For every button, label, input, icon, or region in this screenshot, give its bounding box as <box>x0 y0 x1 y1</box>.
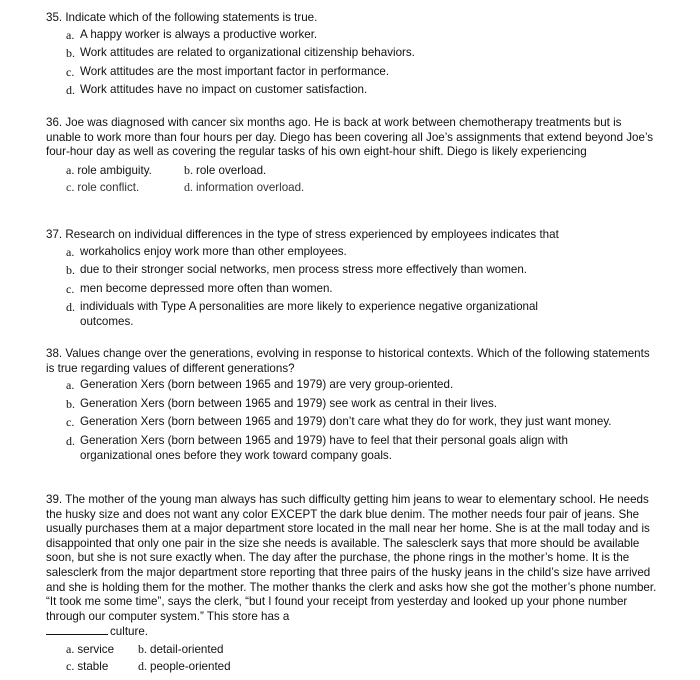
question-stem: 37. Research on individual differences in the type of stress experienced by employees indicates that <box>46 228 559 241</box>
option-text: men become depressed more often than women. <box>80 281 333 295</box>
question-36 <box>46 116 658 197</box>
question-stem: 39. The mother of the young man always has such difficulty getting him jeans to wear to elementary school. He needs the husky size and does not want any color EXCEPT the dark blue denim. The mother needs four pair of jeans. She usually purchases them at a major department store located in the mall near her home. She is at the mall today and is disappointed that only one pair in the size she needs is available. The salesclerk says that more should be available soon, but she is not sure exactly when. The day after the purchase, the phone rings in the mother’s home. It is the salesclerk from the major department store reporting that three pairs of the husky jeans in the child’s size have arrived and she is holding them for the mother. The mother thanks the clerk and asks how she got the mother’s phone number. “It took me some time”, says the clerk, “but I found your receipt from yesterday and looked up your phone number through our computer system.” This store has a <box>46 493 657 623</box>
option-a <box>46 28 658 43</box>
option-text: Generation Xers (born between 1965 and 1979) are very group-oriented. <box>80 378 454 392</box>
option-text: Generation Xers (born between 1965 and 1979) don’t care what they do for work, they just want money. <box>80 415 612 429</box>
option-letter: c. <box>66 64 75 79</box>
question-35 <box>46 11 658 98</box>
question-stem: 35. Indicate which of the following statements is true. <box>46 11 318 24</box>
option-text: stable <box>77 659 109 673</box>
option-letter: b. <box>66 263 75 278</box>
option-d <box>46 83 658 98</box>
options-row-2 <box>46 180 658 197</box>
option-letter: c. <box>66 415 75 430</box>
option-text: Work attitudes are related to organizational citizenship behaviors. <box>80 46 415 60</box>
option-letter: b. <box>66 396 75 411</box>
option-c <box>46 65 658 80</box>
option-text: Generation Xers (born between 1965 and 1979) have to feel that their personal goals align with organizational ones before they work toward company goals. <box>80 433 568 462</box>
option-a <box>66 642 114 658</box>
option-letter: c. <box>66 179 75 194</box>
option-text: people-oriented <box>150 659 231 673</box>
option-text: A happy worker is always a productive worker. <box>80 27 318 41</box>
option-a <box>66 163 152 179</box>
option-text: Work attitudes have no impact on customer satisfaction. <box>80 83 368 97</box>
question-39 <box>46 493 658 676</box>
option-letter: d. <box>66 300 75 315</box>
option-b <box>46 46 658 61</box>
option-text: role conflict. <box>77 180 140 194</box>
option-c <box>66 659 108 675</box>
option-d <box>46 300 580 329</box>
option-b <box>46 397 658 412</box>
option-c <box>46 415 620 430</box>
option-a <box>46 245 658 260</box>
options-row-2 <box>46 659 658 676</box>
option-text: information overload. <box>196 180 305 194</box>
option-d <box>138 659 231 675</box>
option-letter: d. <box>66 433 75 448</box>
answer-blank <box>46 624 108 635</box>
option-letter: a. <box>66 162 75 177</box>
option-letter: a. <box>66 244 75 259</box>
question-38 <box>46 347 658 463</box>
option-text: individuals with Type A personalities are more likely to experience negative organizational outcomes. <box>80 300 539 328</box>
option-letter: c. <box>66 658 75 673</box>
stem-end: culture. <box>110 625 149 639</box>
options-row-1 <box>46 163 658 180</box>
option-letter: a. <box>66 641 75 656</box>
option-letter: a. <box>66 378 75 393</box>
option-text: Generation Xers (born between 1965 and 1979) see work as central in their lives. <box>80 396 497 410</box>
option-letter: d. <box>138 658 147 673</box>
option-letter: d. <box>66 83 75 98</box>
fill-in-line <box>46 624 658 640</box>
option-c <box>46 282 658 297</box>
option-b <box>138 642 223 658</box>
option-text: role ambiguity. <box>77 163 152 177</box>
option-letter: b. <box>138 641 147 656</box>
option-b <box>46 263 658 278</box>
option-a <box>46 378 658 393</box>
option-letter: d. <box>184 179 193 194</box>
option-letter: c. <box>66 281 75 296</box>
option-b <box>184 163 266 179</box>
option-text: service <box>77 642 115 656</box>
question-stem: 38. Values change over the generations, evolving in response to historical contexts. Which of the following statements is true regarding values of different generations? <box>46 347 650 375</box>
option-c <box>66 180 139 196</box>
option-letter: b. <box>184 162 193 177</box>
option-text: workaholics enjoy work more than other employees. <box>80 244 347 258</box>
options-row-1 <box>46 642 658 659</box>
question-37 <box>46 228 658 330</box>
option-text: due to their stronger social networks, men process stress more effectively than women. <box>80 263 527 277</box>
option-d <box>46 434 620 463</box>
option-d <box>184 180 304 196</box>
option-letter: b. <box>66 46 75 61</box>
option-text: role overload. <box>196 163 267 177</box>
option-text: Work attitudes are the most important factor in performance. <box>80 64 390 78</box>
option-letter: a. <box>66 27 75 42</box>
question-stem: 36. Joe was diagnosed with cancer six months ago. He is back at work between chemotherapy treatments but is unable to work more than four hours per day. Diego has been covering all Joe’s assignments that extend beyond Joe’s four-hour day as well as covering the regular tasks of his own eight-hour shift. Diego is likely experiencing <box>46 116 654 159</box>
option-text: detail-oriented <box>150 642 224 656</box>
